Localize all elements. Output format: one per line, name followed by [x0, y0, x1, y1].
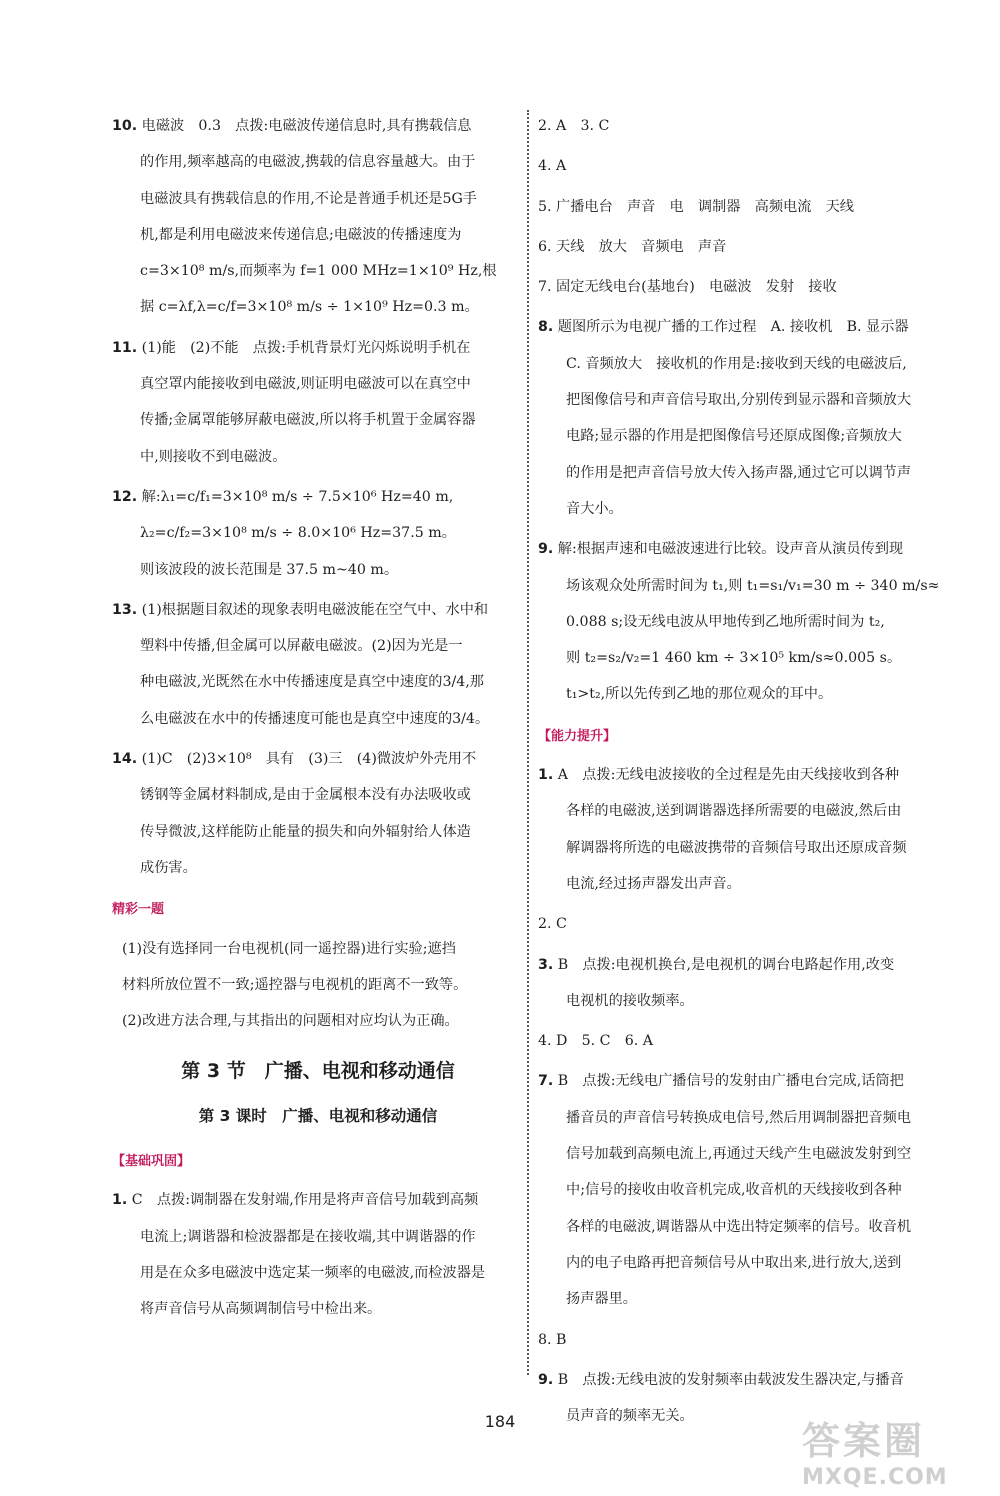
watermark-logo: 答案圈 MXQE.COM: [802, 1419, 948, 1490]
answer-adv-2: 2. C: [538, 916, 567, 933]
section-tag-nengli: 【能力提升】: [538, 728, 617, 744]
answer-basic-1: 1. C 点拨:调制器在发射端,作用是将声音信号加载到高频 电流上;调谐器和检波器都是在接收端,其中调谐器的作 用是在众多电磁波中选定某一频率的电磁波,而检波器是 将声音信号从高频调制信号中检出来。: [112, 1192, 486, 1318]
answer-8: 8. 题图所示为电视广播的工作过程 A. 接收机 B. 显示器 C. 音频放大 接收机的作用是:接收到天线的电磁波后, 把图像信号和声音信号取出,分别传到显示器和音频放大 电路;显示器的作用是把图像信号还原成图像;音频放大 的作用是把声音信号放大传入扬声器,通过它可以调节声 音大小。: [538, 319, 912, 517]
answer-9: 9. 解:根据声速和电磁波速进行比较。设声音从演员传到现 场该观众处所需时间为 t₁,则 t₁=s₁/v₁=30 m ÷ 340 m/s≈ 0.088 s;设无线电波从甲地传到乙地所需时间为 t₂, 则 t₂=s₂/v₂=1 460 km ÷ 3×10⁵ km/s≈0.005 s。 t₁>t₂,所以先传到乙地的那位观众的耳中。: [538, 541, 940, 703]
answer-adv-7: 7. B 点拨:无线电广播信号的发射由广播电台完成,话筒把 播音员的声音信号转换成电信号,然后用调制器把音频电 信号加载到高频电流上,再通过天线产生电磁波发射到空 中;信号的接收由收音机完成,收音机的天线接收到各种 各样的电磁波,调谐器从中选出特定频率的信号。收音机 内的电子电路再把音频信号从中取出来,进行放大,送到 扬声器里。: [538, 1073, 912, 1308]
answer-adv-9: 9. B 点拨:无线电波的发射频率由载波发生器决定,与播音 员声音的频率无关。: [538, 1371, 904, 1425]
answer-12: 12. 解:λ₁=c/f₁=3×10⁸ m/s ÷ 7.5×10⁶ Hz=40 m, λ₂=c/f₂=3×10⁸ m/s ÷ 8.0×10⁶ Hz=37.5 m。 则该波段的波长范围是 37.5 m~40 m。: [112, 488, 456, 578]
answer-10: 10. 电磁波 0.3 点拨:电磁波传递信息时,具有携载信息 的作用,频率越高的电磁波,携载的信息容量越大。由于 电磁波具有携载信息的作用,不论是普通手机还是5G手 机,都是利用电磁波来传递信息;电磁波的传播速度为 c=3×10⁸ m/s,而频率为 f=1 000 MHz=1×10⁹ Hz,根 据 c=λf,λ=c/f=3×10⁸ m/s ÷ 1×10⁹ Hz=0.3 m。: [112, 118, 497, 316]
page-number: 184: [484, 1412, 516, 1431]
section-tag-jingcai: 精彩一题: [112, 902, 165, 918]
section-title: 第 3 节 广播、电视和移动通信: [181, 1060, 455, 1083]
left-column: [112, 108, 524, 1332]
answer-adv-1: 1. A 点拨:无线电波接收的全过程是先由天线接收到各种 各样的电磁波,送到调谐器选择所需要的电磁波,然后由 解调器将所选的电磁波携带的音频信号取出还原成音频 电流,经过扬声器发出声音。: [538, 767, 907, 892]
column-divider: [527, 110, 529, 1375]
lesson-title: 第 3 课时 广播、电视和移动通信: [198, 1106, 438, 1125]
answer-4: 4. A: [538, 158, 567, 175]
right-column: [538, 108, 958, 1438]
answer-adv-3: 3. B 点拨:电视机换台,是电视机的调台电路起作用,改变 电视机的接收频率。: [538, 956, 895, 1009]
answer-2-3: 2. A 3. C: [538, 118, 610, 134]
jingcai-answer: (1)没有选择同一台电视机(同一遥控器)进行实验;遮挡 材料所放位置不一致;遥控器与电视机的距离不一致等。 (2)改进方法合理,与其指出的问题相对应均认为正确。: [122, 940, 468, 1030]
answer-14: 14. (1)C (2)3×10⁸ 具有 (3)三 (4)微波炉外壳用不 锈钢等金属材料制成,是由于金属根本没有办法吸收或 传导微波,这样能防止能量的损失和向外辐射给人体造 成伤害。: [112, 751, 477, 876]
answer-6: 6. 天线 放大 音频电 声音: [538, 238, 727, 255]
answer-adv-4-6: 4. D 5. C 6. A: [538, 1033, 653, 1050]
answer-13: 13. (1)根据题目叙述的现象表明电磁波能在空气中、水中和 塑料中传播,但金属可以屏蔽电磁波。(2)因为光是一 种电磁波,光既然在水中传播速度是真空中速度的3/4,那 么电磁波在水中的传播速度可能也是真空中速度的3/4。: [112, 601, 490, 727]
answer-5: 5. 广播电台 声音 电 调制器 高频电流 天线: [538, 198, 854, 215]
answer-adv-8: 8. B: [538, 1331, 567, 1348]
answer-7: 7. 固定无线电台(基地台) 电磁波 发射 接收: [538, 279, 837, 296]
answer-11: 11. (1)能 (2)不能 点拨:手机背景灯光闪烁说明手机在 真空罩内能接收到电磁波,则证明电磁波可以在真空中 传播;金属罩能够屏蔽电磁波,所以将手机置于金属容器 中,则接收不到电磁波。: [112, 339, 476, 465]
section-tag-jichu: 【基础巩固】: [112, 1154, 191, 1170]
